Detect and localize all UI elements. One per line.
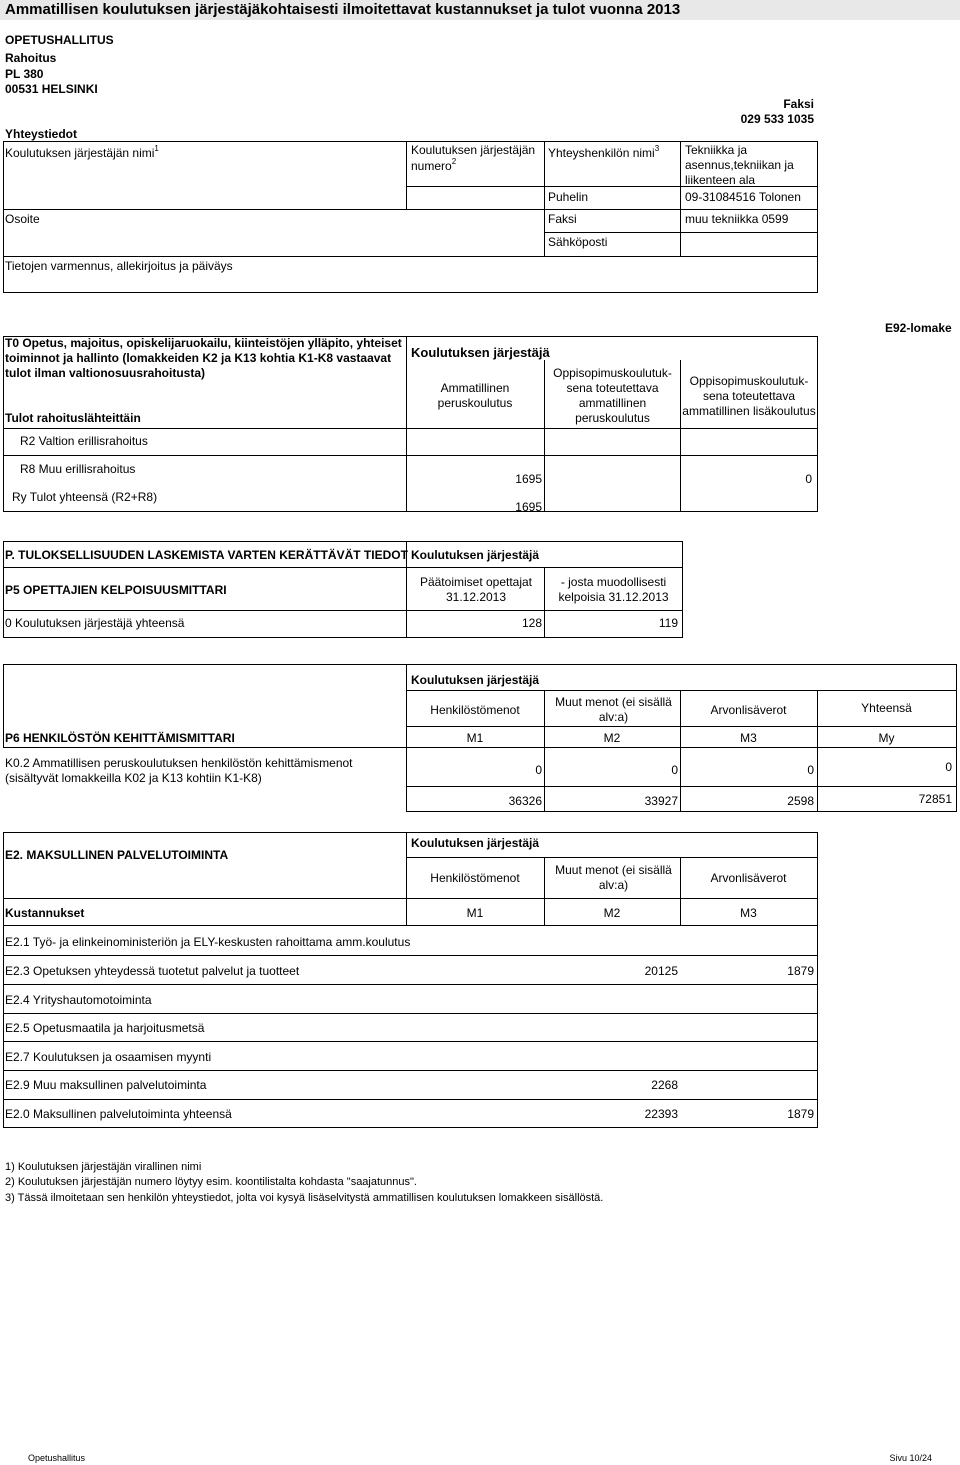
e2-row-4-label: E2.5 Opetusmaatila ja harjoitusmetsä	[5, 1021, 205, 1035]
t0-col-3: Oppisopimuskoulutuk-sena toteutettava ammatillinen lisäkoulutus	[682, 374, 816, 418]
p5-section-heading: P. TULOKSELLISUUDEN LASKEMISTA VARTEN KERÄTTÄVÄT TIEDOT	[5, 548, 408, 562]
t0-row-r8-label: R8 Muu erillisrahoitus	[20, 462, 136, 476]
e2-col-1: Henkilöstömenot	[430, 871, 520, 885]
contact-hline-3	[544, 232, 817, 233]
t0-divider-1	[406, 336, 407, 512]
p5-row-value-1[interactable]: 128	[521, 616, 542, 630]
recipient-fax-number: 029 533 1035	[740, 112, 814, 126]
p6-row-value-4[interactable]: 0	[945, 760, 952, 774]
p6-divider-5	[544, 748, 545, 812]
p6-col-1: Henkilöstömenot	[430, 703, 520, 717]
contact-divider-1	[406, 141, 407, 209]
p6-code-3: M3	[740, 731, 757, 745]
e2-code-1: M1	[466, 906, 484, 920]
t0-hline-2	[3, 455, 817, 456]
e2-col-3: Arvonlisäverot	[710, 871, 787, 885]
t0-row-r8-value-2[interactable]: 1695	[515, 472, 542, 486]
recipient-city: 00531 HELSINKI	[5, 82, 98, 96]
p6-col-4: Yhteensä	[861, 701, 912, 715]
t0-divider-2	[544, 360, 545, 512]
footer-right: Sivu 10/24	[889, 1453, 932, 1463]
e2-col-2: Muut menot (ei sisällä alv:a)	[555, 863, 672, 892]
org-number-label-1: Koulutuksen järjestäjän	[411, 143, 536, 157]
e2-row-7-m3[interactable]: 1879	[787, 1107, 814, 1121]
p6-total-value-4[interactable]: 72851	[918, 792, 952, 806]
p5-row-label: 0 Koulutuksen järjestäjä yhteensä	[5, 616, 185, 630]
page-title: Ammatillisen koulutuksen järjestäjäkohtaisesti ilmoitettavat kustannukset ja tulot vuonna 2013	[5, 1, 681, 18]
e2-row-2-label: E2.3 Opetuksen yhteydessä tuotetut palvelut ja tuotteet	[5, 964, 300, 978]
fax-value[interactable]: muu tekniikka 0599	[685, 212, 789, 226]
t0-heading: T0 Opetus, majoitus, opiskelijaruokailu, kiinteistöjen ylläpito, yhteiset toiminnot ja hallinto (lomakkeiden K2 ja K13 kohtia K1-K8 vastaavat tulot ilman valtionosuusrahoitusta)	[5, 336, 402, 380]
t0-divider-3	[680, 360, 681, 512]
footnote-1: 1) Koulutuksen järjestäjän virallinen nimi	[5, 1161, 202, 1173]
e2-row-6-m2[interactable]: 2268	[651, 1078, 678, 1092]
e2-row-line-2	[3, 984, 817, 985]
p6-col-2: Muut menot (ei sisällä alv:a)	[555, 695, 672, 724]
e2-row-line-3	[3, 1013, 817, 1014]
p6-code-1: M1	[466, 731, 484, 745]
t0-income-label: Tulot rahoituslähteittäin	[5, 411, 141, 425]
e2-code-3: M3	[740, 906, 757, 920]
contact-divider-2	[544, 141, 545, 257]
contact-hline-4	[3, 256, 817, 257]
p6-row-value-2[interactable]: 0	[671, 763, 678, 777]
e2-row-7-label: E2.0 Maksullinen palvelutoiminta yhteensä	[5, 1107, 232, 1121]
p5-row-value-2[interactable]: 119	[658, 616, 678, 630]
e2-row-line-5	[3, 1070, 817, 1071]
p6-row-label: K0.2 Ammatillisen peruskoulutuksen henkilöstön kehittämismenot (sisältyvät lomakkeilla K02 ja K13 kohtiin K1-K8)	[5, 756, 353, 785]
footnote-3: 3) Tässä ilmoitetaan sen henkilön yhteystiedot, jolta voi kysyä lisäselvitystä ammatillisen koulutuksen lomakkeen sisällöstä.	[5, 1192, 604, 1204]
form-code: E92-lomake	[885, 321, 952, 335]
org-name-label: Koulutuksen järjestäjän nimi$^1$	[5, 144, 159, 160]
p5-subheading: P5 OPETTAJIEN KELPOISUUSMITTARI	[5, 583, 227, 597]
p6-heading: P6 HENKILÖSTÖN KEHITTÄMISMITTARI	[5, 731, 235, 745]
address-label: Osoite	[5, 212, 40, 226]
p6-total-value-3[interactable]: 2598	[787, 794, 814, 808]
e2-row-line-1	[3, 955, 817, 956]
verification-label: Tietojen varmennus, allekirjoitus ja päiväys	[5, 259, 233, 273]
contact-section-title: Yhteystiedot	[5, 127, 78, 141]
contact-hline-2	[3, 209, 817, 210]
e2-heading: E2. MAKSULLINEN PALVELUTOIMINTA	[5, 848, 229, 862]
p6-code-2: M2	[603, 731, 621, 745]
t0-org-header: Koulutuksen järjestäjä	[411, 345, 550, 360]
contact-person-label: Yhteyshenkilön nimi$^3$	[548, 144, 660, 160]
e2-hline-1	[406, 857, 817, 858]
e2-hline-2	[3, 898, 817, 899]
p6-divider-7	[817, 748, 818, 812]
recipient-fax-label: Faksi	[783, 97, 814, 111]
contact-divider-3	[680, 141, 681, 257]
t0-row-ry-label: Ry Tulot yhteensä (R2+R8)	[12, 490, 158, 504]
e2-costs-label: Kustannukset	[5, 906, 85, 920]
e2-row-3-label: E2.4 Yrityshautomotoiminta	[5, 993, 152, 1007]
p5-col-1: Päätoimiset opettajat 31.12.2013	[419, 575, 533, 604]
p5-col-2: - josta muodollisesti kelpoisia 31.12.2013	[558, 575, 669, 604]
t0-row-r2-label: R2 Valtion erillisrahoitus	[20, 434, 148, 448]
phone-label: Puhelin	[548, 190, 589, 204]
recipient-pobox: PL 380	[5, 67, 44, 81]
e2-row-2-m2[interactable]: 20125	[644, 964, 678, 978]
p6-total-value-2[interactable]: 33927	[644, 794, 678, 808]
e2-row-5-label: E2.7 Koulutuksen ja osaamisen myynti	[5, 1050, 212, 1064]
p6-row-value-1[interactable]: 0	[535, 763, 542, 777]
recipient-dept: Rahoitus	[5, 51, 57, 65]
e2-row-1-label: E2.1 Työ- ja elinkeinoministeriön ja ELY-keskusten rahoittama amm.koulutus	[5, 935, 411, 949]
e2-row-line-6	[3, 1099, 817, 1100]
phone-value[interactable]: 09-31084516 Tolonen	[685, 190, 801, 204]
recipient-org: OPETUSHALLITUS	[5, 33, 114, 47]
p5-org-header: Koulutuksen järjestäjä	[411, 548, 540, 562]
p5-hline-1	[3, 567, 682, 568]
fax-label: Faksi	[548, 212, 577, 226]
t0-hline-1	[3, 428, 817, 429]
p6-divider-6	[680, 748, 681, 812]
p6-total-value-1[interactable]: 36326	[508, 794, 542, 808]
p6-hline-1	[406, 690, 956, 691]
t0-col-2: Oppisopimuskoulutuk-sena toteutettava ammatillinen peruskoulutus	[553, 366, 672, 425]
p5-divider-2	[544, 567, 545, 638]
p6-col-3: Arvonlisäverot	[710, 703, 787, 717]
t0-row-r8-value-3[interactable]: 0	[805, 472, 812, 486]
t0-row-ry-value-2[interactable]: 1695	[515, 500, 542, 514]
p6-hline-3	[406, 786, 956, 787]
email-label: Sähköposti	[548, 235, 608, 249]
p5-hline-2	[3, 610, 682, 611]
contact-person-value[interactable]: Tekniikka ja asennus,tekniikan ja liikenteen ala	[685, 143, 794, 187]
e2-row-6-label: E2.9 Muu maksullinen palvelutoiminta	[5, 1078, 207, 1092]
org-number-label-2: numero$^2$	[411, 157, 457, 173]
p6-org-header: Koulutuksen järjestäjä	[411, 673, 540, 687]
p6-hline-2	[406, 726, 956, 727]
e2-row-line-4	[3, 1041, 817, 1042]
e2-row-2-m3[interactable]: 1879	[787, 964, 814, 978]
e2-org-header: Koulutuksen järjestäjä	[411, 836, 540, 850]
footer-left: Opetushallitus	[28, 1453, 86, 1463]
e2-row-7-m2[interactable]: 22393	[644, 1107, 678, 1121]
footnote-2: 2) Koulutuksen järjestäjän numero löytyy esim. koontilistalta kohdasta "saajatunnus".	[5, 1176, 417, 1188]
e2-code-2: M2	[603, 906, 621, 920]
t0-col-1: Ammatillinen peruskoulutus	[437, 381, 513, 410]
p6-row-value-3[interactable]: 0	[807, 763, 814, 777]
p6-code-4: My	[878, 731, 895, 745]
